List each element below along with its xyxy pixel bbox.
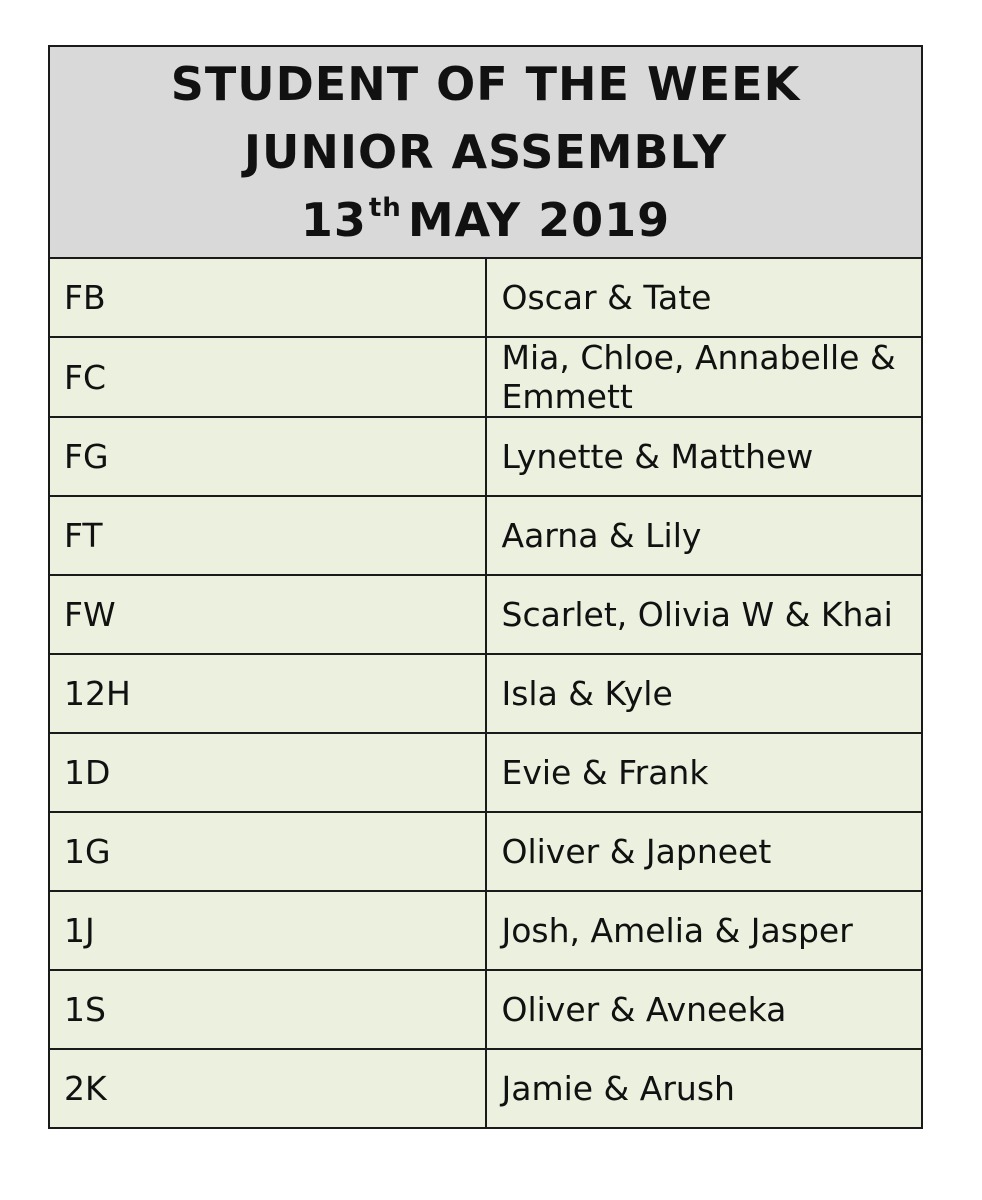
class-cell: FC bbox=[49, 337, 486, 417]
date-line bbox=[50, 186, 921, 254]
table-row bbox=[49, 970, 922, 1049]
class-cell: 1D bbox=[49, 733, 486, 812]
class-cell: FB bbox=[49, 258, 486, 337]
names-cell: Aarna & Lily bbox=[486, 496, 923, 575]
names-cell: Lynette & Matthew bbox=[486, 417, 923, 496]
class-cell: 2K bbox=[49, 1049, 486, 1128]
table-row bbox=[49, 258, 922, 337]
table-row bbox=[49, 733, 922, 812]
class-cell: 1S bbox=[49, 970, 486, 1049]
table-row bbox=[49, 654, 922, 733]
names-cell: Oliver & Avneeka bbox=[486, 970, 923, 1049]
table-row bbox=[49, 575, 922, 654]
subtitle-line: JUNIOR ASSEMBLY bbox=[243, 125, 728, 179]
header-row bbox=[49, 46, 922, 258]
table-row bbox=[49, 891, 922, 970]
names-cell: Oliver & Japneet bbox=[486, 812, 923, 891]
names-cell: Mia, Chloe, Annabelle & Emmett bbox=[486, 337, 923, 417]
table-body bbox=[49, 46, 922, 1128]
date-day: 13 bbox=[300, 193, 367, 247]
names-cell: Evie & Frank bbox=[486, 733, 923, 812]
names-cell: Oscar & Tate bbox=[486, 258, 923, 337]
class-cell: 1G bbox=[49, 812, 486, 891]
names-cell: Scarlet, Olivia W & Khai bbox=[486, 575, 923, 654]
names-cell: Josh, Amelia & Jasper bbox=[486, 891, 923, 970]
names-cell: Isla & Kyle bbox=[486, 654, 923, 733]
names-cell: Jamie & Arush bbox=[486, 1049, 923, 1128]
header-cell bbox=[49, 46, 922, 258]
table-row bbox=[49, 496, 922, 575]
date-rest: MAY 2019 bbox=[407, 193, 671, 247]
class-cell: 12H bbox=[49, 654, 486, 733]
table-row bbox=[49, 417, 922, 496]
table-row bbox=[49, 337, 922, 417]
table-row bbox=[49, 812, 922, 891]
class-cell: FW bbox=[49, 575, 486, 654]
date-suffix: th bbox=[368, 193, 402, 223]
class-cell: FG bbox=[49, 417, 486, 496]
class-cell: FT bbox=[49, 496, 486, 575]
student-of-the-week-table bbox=[48, 45, 923, 1129]
table-row bbox=[49, 1049, 922, 1128]
class-cell: 1J bbox=[49, 891, 486, 970]
title-line: STUDENT OF THE WEEK bbox=[170, 57, 801, 111]
